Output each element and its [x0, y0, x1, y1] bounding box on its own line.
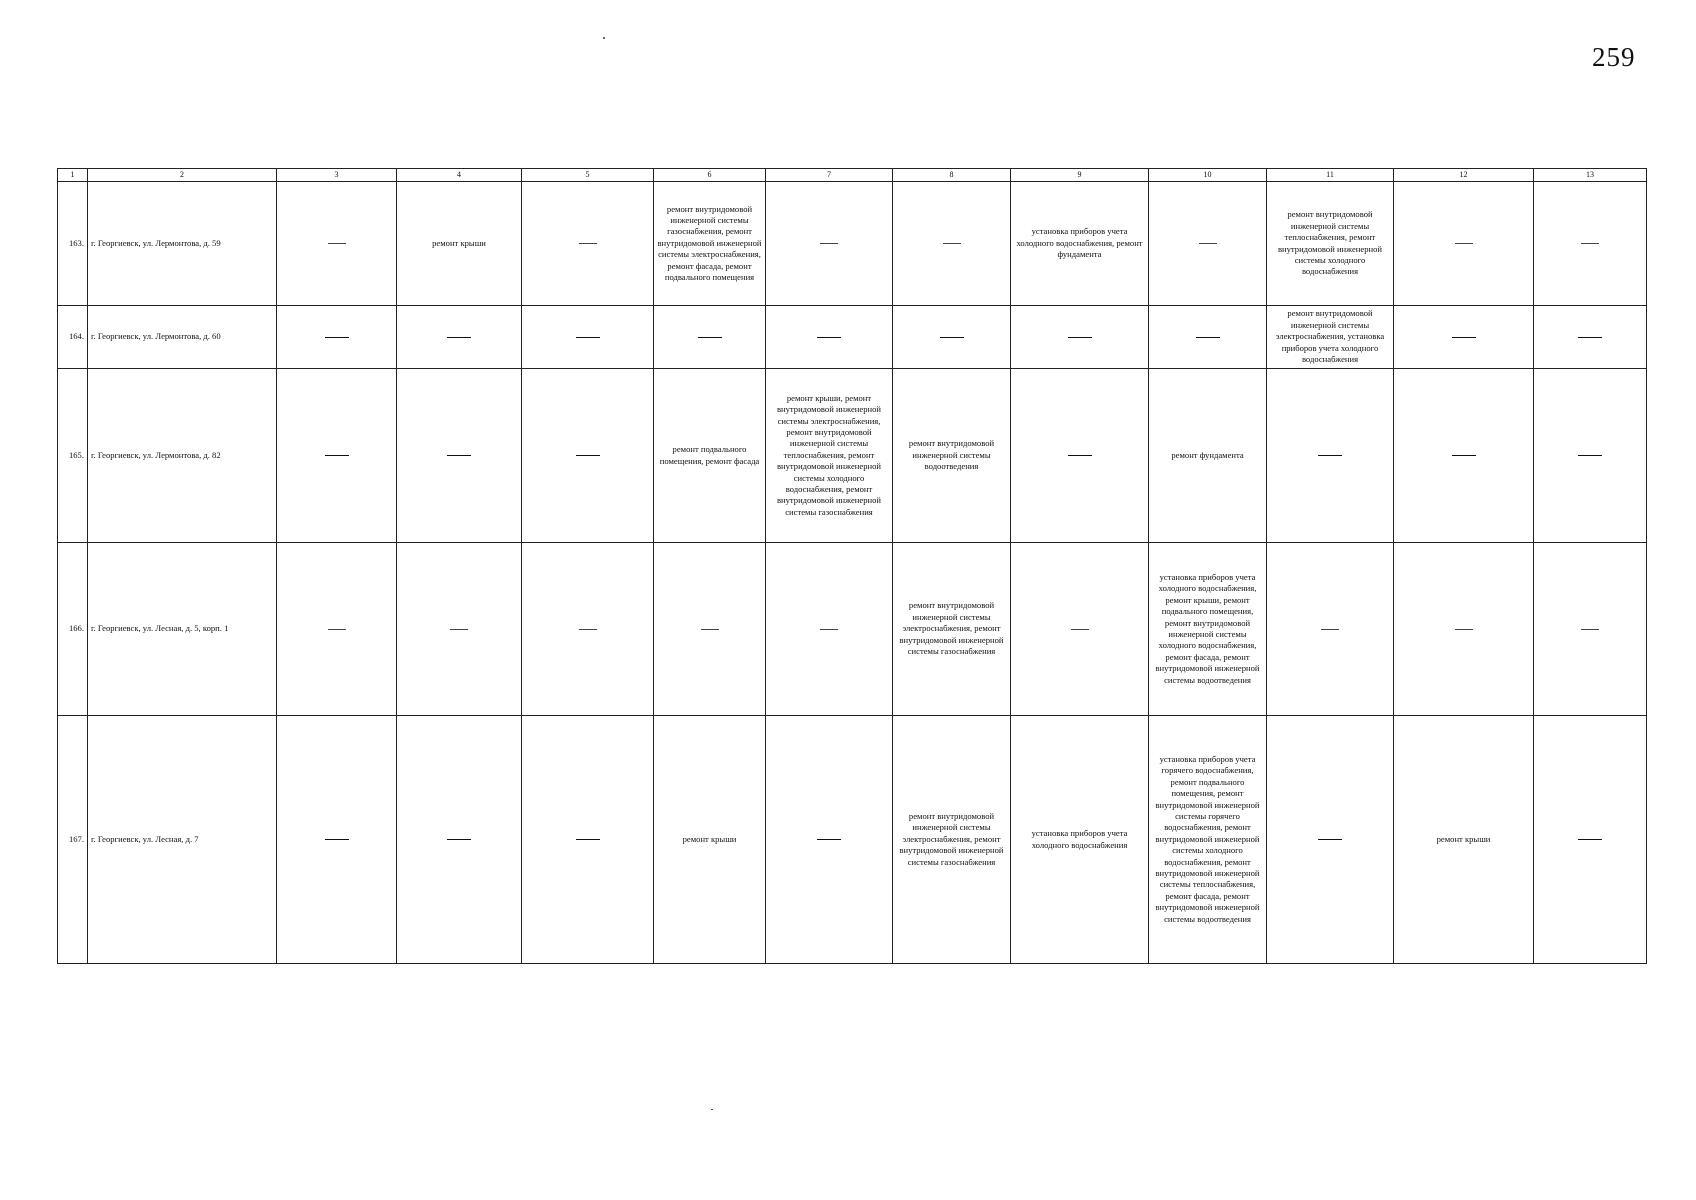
table-row	[58, 182, 1647, 306]
empty-cell-dash	[1534, 543, 1647, 716]
empty-cell-dash	[277, 543, 397, 716]
empty-cell-dash	[1534, 306, 1647, 369]
work-description: ремонт внутридомовой инженерной системы водоотведения	[908, 438, 995, 472]
dash-mark	[1578, 839, 1602, 840]
work-description-cell	[766, 369, 893, 543]
work-description: установка приборов учета холодного водоснабжения, ремонт фундамента	[1016, 226, 1143, 260]
work-description-cell	[893, 369, 1011, 543]
work-description-cell	[1149, 369, 1267, 543]
scan-speck	[711, 1109, 713, 1110]
dash-mark	[325, 839, 349, 840]
empty-cell-dash	[277, 716, 397, 964]
work-description: установка приборов учета холодного водоснабжения	[1031, 828, 1128, 850]
empty-cell-dash	[766, 182, 893, 306]
dash-mark	[325, 455, 349, 456]
row-number: 167.	[58, 716, 88, 964]
empty-cell-dash	[1534, 182, 1647, 306]
row-number: 164.	[58, 306, 88, 369]
empty-cell-dash	[522, 716, 654, 964]
table-row	[58, 543, 1647, 716]
empty-cell-dash	[766, 716, 893, 964]
work-description-cell	[1149, 716, 1267, 964]
dash-mark	[328, 243, 346, 244]
work-description-cell	[1267, 306, 1394, 369]
work-description: ремонт внутридомовой инженерной системы электроснабжения, установка приборов учета холодного водоснабжения	[1275, 308, 1385, 365]
empty-cell-dash	[277, 306, 397, 369]
dash-mark	[940, 337, 964, 338]
dash-mark	[579, 629, 597, 630]
dash-mark	[701, 629, 719, 630]
dash-mark	[576, 839, 600, 840]
empty-cell-dash	[654, 543, 766, 716]
column-number-10: 10	[1149, 169, 1267, 182]
building-address: г. Георгиевск, ул. Лесная, д. 5, корп. 1	[88, 543, 277, 716]
column-number-5: 5	[522, 169, 654, 182]
empty-cell-dash	[1011, 306, 1149, 369]
work-description: ремонт крыши	[1436, 833, 1491, 844]
work-description: ремонт внутридомовой инженерной системы электроснабжения, ремонт внутридомовой инженерной системы газоснабжения	[899, 600, 1004, 657]
empty-cell-dash	[397, 306, 522, 369]
empty-cell-dash	[1011, 369, 1149, 543]
dash-mark	[943, 243, 961, 244]
dash-mark	[817, 337, 841, 338]
work-description: ремонт крыши	[432, 237, 486, 248]
work-description: ремонт внутридомовой инженерной системы теплоснабжения, ремонт внутридомовой инженерной системы холодного водоснабжения	[1277, 209, 1383, 277]
dash-mark	[1581, 629, 1599, 630]
building-address: г. Георгиевск, ул. Лермонтова, д. 60	[88, 306, 277, 369]
building-address: г. Георгиевск, ул. Лесная, д. 7	[88, 716, 277, 964]
dash-mark	[817, 839, 841, 840]
column-number-13: 13	[1534, 169, 1647, 182]
dash-mark	[1455, 243, 1473, 244]
dash-mark	[447, 839, 471, 840]
empty-cell-dash	[522, 182, 654, 306]
column-number-6: 6	[654, 169, 766, 182]
work-description: ремонт внутридомовой инженерной системы газоснабжения, ремонт внутридомовой инженерной системы электроснабжения, ремонт фасада, ремонт подвального помещения	[657, 203, 762, 283]
empty-cell-dash	[277, 182, 397, 306]
dash-mark	[1199, 243, 1217, 244]
empty-cell-dash	[1149, 306, 1267, 369]
empty-cell-dash	[1534, 369, 1647, 543]
work-description-cell	[1267, 182, 1394, 306]
empty-cell-dash	[1267, 716, 1394, 964]
column-number-8: 8	[893, 169, 1011, 182]
column-number-2: 2	[88, 169, 277, 182]
column-number-7: 7	[766, 169, 893, 182]
empty-cell-dash	[766, 306, 893, 369]
dash-mark	[1578, 455, 1602, 456]
empty-cell-dash	[766, 543, 893, 716]
dash-mark	[1071, 629, 1089, 630]
dash-mark	[1196, 337, 1220, 338]
page-number: 259	[1592, 42, 1636, 72]
work-description-cell	[654, 716, 766, 964]
column-number-11: 11	[1267, 169, 1394, 182]
table-row	[58, 306, 1647, 369]
column-number-1: 1	[58, 169, 88, 182]
work-description-cell	[397, 182, 522, 306]
work-description: ремонт крыши	[682, 833, 737, 844]
work-description: установка приборов учета горячего водоснабжения, ремонт подвального помещения, ремонт внутридомовой инженерной системы горячего водоснабжения, ремонт внутридомовой инженерной системы холодного водоснабжения, ремонт внутридомовой инженерной системы теплоснабжения, ремонт фасада, ремонт внутридомовой инженерной системы водоотведения	[1155, 753, 1260, 924]
empty-cell-dash	[1394, 306, 1534, 369]
dash-mark	[447, 337, 471, 338]
dash-mark	[698, 337, 722, 338]
empty-cell-dash	[654, 306, 766, 369]
work-description: ремонт внутридомовой инженерной системы электроснабжения, ремонт внутридомовой инженерной системы газоснабжения	[899, 810, 1004, 867]
scan-speck	[603, 37, 605, 39]
dash-mark	[450, 629, 468, 630]
empty-cell-dash	[1394, 543, 1534, 716]
work-description: ремонт крыши, ремонт внутридомовой инженерной системы электроснабжения, ремонт внутридомовой инженерной системы теплоснабжения, ремонт внутридомовой инженерной системы холодного водоснабжения, ремонт внутридомовой инженерной системы газоснабжения	[776, 392, 882, 517]
dash-mark	[1455, 629, 1473, 630]
dash-mark	[447, 455, 471, 456]
building-address: г. Георгиевск, ул. Лермонтова, д. 82	[88, 369, 277, 543]
empty-cell-dash	[277, 369, 397, 543]
column-number-row	[58, 169, 1647, 182]
dash-mark	[1318, 839, 1342, 840]
work-description-cell	[654, 369, 766, 543]
table-row	[58, 716, 1647, 964]
dash-mark	[1578, 337, 1602, 338]
row-number: 165.	[58, 369, 88, 543]
empty-cell-dash	[397, 716, 522, 964]
column-number-12: 12	[1394, 169, 1534, 182]
dash-mark	[1452, 455, 1476, 456]
work-description-cell	[1011, 182, 1149, 306]
empty-cell-dash	[893, 306, 1011, 369]
work-description: ремонт подвального помещения, ремонт фасада	[659, 444, 760, 466]
column-number-4: 4	[397, 169, 522, 182]
work-description-cell	[1011, 716, 1149, 964]
empty-cell-dash	[1267, 369, 1394, 543]
building-address: г. Георгиевск, ул. Лермонтова, д. 59	[88, 182, 277, 306]
empty-cell-dash	[522, 306, 654, 369]
column-number-3: 3	[277, 169, 397, 182]
table-row	[58, 369, 1647, 543]
work-description-cell	[1394, 716, 1534, 964]
dash-mark	[579, 243, 597, 244]
dash-mark	[1321, 629, 1339, 630]
empty-cell-dash	[1011, 543, 1149, 716]
dash-mark	[1068, 455, 1092, 456]
work-description: ремонт фундамента	[1171, 449, 1244, 460]
empty-cell-dash	[893, 182, 1011, 306]
dash-mark	[820, 629, 838, 630]
dash-mark	[1452, 337, 1476, 338]
dash-mark	[820, 243, 838, 244]
empty-cell-dash	[1267, 543, 1394, 716]
repair-schedule-table	[57, 168, 1647, 964]
work-description: установка приборов учета холодного водоснабжения, ремонт крыши, ремонт подвального помещения, ремонт внутридомовой инженерной системы холодного водоснабжения, ремонт фасада, ремонт внутридомовой инженерной системы водоотведения	[1155, 571, 1260, 685]
empty-cell-dash	[1534, 716, 1647, 964]
row-number: 163.	[58, 182, 88, 306]
row-number: 166.	[58, 543, 88, 716]
empty-cell-dash	[397, 543, 522, 716]
empty-cell-dash	[1394, 369, 1534, 543]
empty-cell-dash	[1394, 182, 1534, 306]
empty-cell-dash	[522, 543, 654, 716]
work-description-cell	[654, 182, 766, 306]
dash-mark	[1581, 243, 1599, 244]
dash-mark	[325, 337, 349, 338]
work-description-cell	[893, 716, 1011, 964]
empty-cell-dash	[1149, 182, 1267, 306]
dash-mark	[328, 629, 346, 630]
empty-cell-dash	[522, 369, 654, 543]
dash-mark	[576, 455, 600, 456]
dash-mark	[1318, 455, 1342, 456]
empty-cell-dash	[397, 369, 522, 543]
column-number-9: 9	[1011, 169, 1149, 182]
dash-mark	[576, 337, 600, 338]
dash-mark	[1068, 337, 1092, 338]
work-description-cell	[1149, 543, 1267, 716]
work-description-cell	[893, 543, 1011, 716]
